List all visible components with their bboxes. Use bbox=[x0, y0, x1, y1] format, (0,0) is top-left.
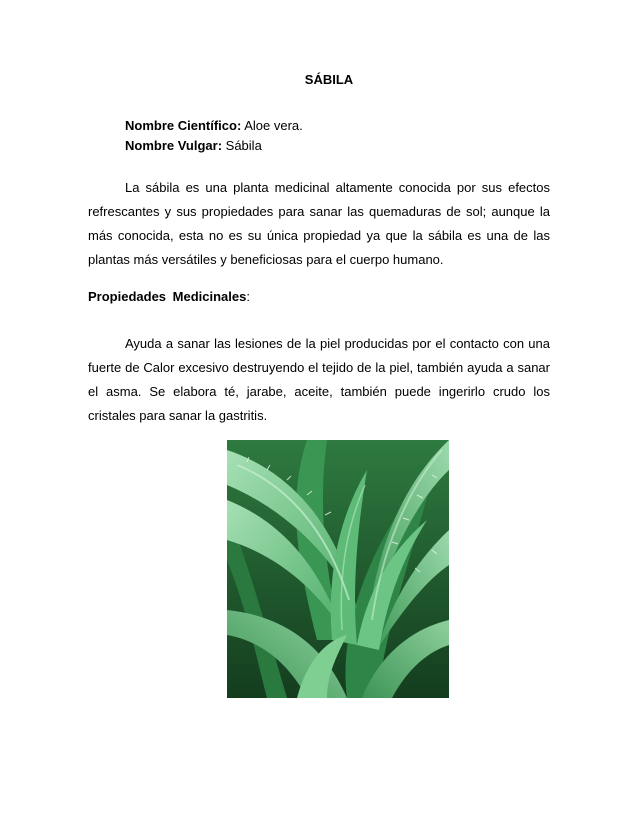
scientific-name-value: Aloe vera. bbox=[244, 118, 303, 133]
scientific-name-label: Nombre Científico: bbox=[125, 118, 242, 133]
intro-paragraph: La sábila es una planta medicinal altamente conocida por sus efectos refrescantes y sus propiedades para sanar las quemaduras de sol; aunque la más conocida, esta no es su única propiedad ya que la sábila es una de las plantas más versátiles y beneficiosas para el cuerpo humano. bbox=[88, 180, 550, 267]
section-heading bbox=[88, 289, 250, 304]
section-heading-text: Propiedades Medicinales bbox=[88, 289, 247, 304]
aloe-plant-illustration bbox=[227, 440, 449, 698]
common-name-label: Nombre Vulgar: bbox=[125, 138, 223, 153]
section-heading-colon: : bbox=[246, 289, 250, 304]
common-name-value: Sábila bbox=[225, 138, 262, 153]
common-name-line bbox=[125, 137, 262, 155]
medicinal-paragraph: Ayuda a sanar las lesiones de la piel producidas por el contacto con una fuerte de Calor excesivo destruyendo el tejido de la piel, también ayuda a sanar el asma. Se elabora té, jarabe, aceite, también puede ingerirlo crudo los cristales para sanar la gastritis. bbox=[88, 336, 550, 423]
scientific-name-line bbox=[125, 117, 303, 135]
aloe-vera-photo bbox=[227, 440, 449, 698]
document-title: SÁBILA bbox=[304, 72, 354, 87]
